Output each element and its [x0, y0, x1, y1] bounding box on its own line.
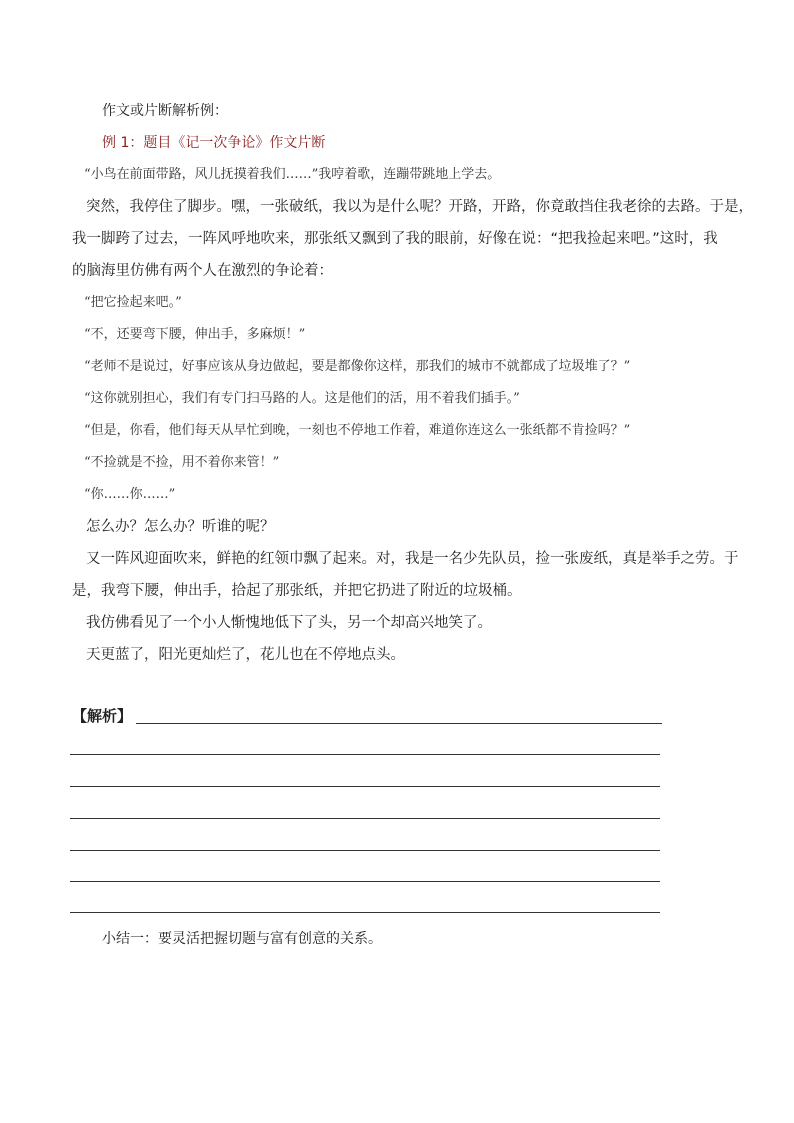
dialogue-2: “不，还要弯下腰，伸出手，多麻烦！” [84, 327, 306, 342]
dialogue-3: “老师不是说过，好事应该从身边做起，要是都像你这样，那我们的城市不就都成了垃圾堆了？” [84, 359, 631, 374]
answer-line-5 [70, 850, 660, 851]
dialogue-6: “不捡就是不捡，用不着你来管！” [84, 455, 280, 470]
summary-text: 小结一：要灵活把握切题与富有创意的关系。 [102, 931, 382, 947]
answer-line-3 [70, 786, 660, 787]
paragraph-3: 怎么办？怎么办？听谁的呢？ [86, 519, 275, 535]
answer-line-1 [136, 723, 662, 724]
paragraph-1: “小鸟在前面带路，风儿抚摸着我们……”我哼着歌，连蹦带跳地上学去。 [84, 167, 501, 182]
paragraph-5: 我仿佛看见了一个小人惭愧地低下了头，另一个却高兴地笑了。 [86, 615, 492, 631]
paragraph-4-line-2: 是，我弯下腰，伸出手，拾起了那张纸，并把它扔进了附近的垃圾桶。 [72, 583, 522, 599]
answer-line-2 [70, 754, 660, 755]
paragraph-2-line-2: 我一脚跨了过去，一阵风呼地吹来，那张纸又飘到了我的眼前，好像在说：“把我捡起来吧。”这时，我 [72, 231, 718, 247]
dialogue-5: “但是，你看，他们每天从早忙到晚，一刻也不停地工作着，难道你连这么一张纸都不肯捡吗？” [84, 423, 631, 438]
paragraph-2-line-1: 突然，我停住了脚步。嘿，一张破纸，我以为是什么呢？开路，开路，你竟敢挡住我老徐的去路。于是， [86, 199, 753, 215]
dialogue-1: “把它捡起来吧。” [84, 295, 182, 310]
paragraph-2-line-3: 的脑海里仿佛有两个人在激烈的争论着： [72, 263, 333, 279]
dialogue-7: “你……你……” [84, 487, 176, 502]
paragraph-6: 天更蓝了，阳光更灿烂了，花儿也在不停地点头。 [86, 647, 405, 663]
answer-line-4 [70, 818, 660, 819]
example-heading: 例 1：题目《记一次争论》作文片断 [102, 135, 326, 151]
intro-label: 作文或片断解析例： [102, 103, 228, 119]
paragraph-4-line-1: 又一阵风迎面吹来，鲜艳的红领巾飘了起来。对，我是一名少先队员，捡一张废纸，真是举手之劳。于 [86, 551, 739, 567]
answer-line-7 [70, 912, 660, 913]
dialogue-4: “这你就别担心，我们有专门扫马路的人。这是他们的活，用不着我们插手。” [84, 391, 520, 406]
answer-line-6 [70, 881, 660, 882]
analysis-label: 【解析】 [72, 707, 133, 725]
